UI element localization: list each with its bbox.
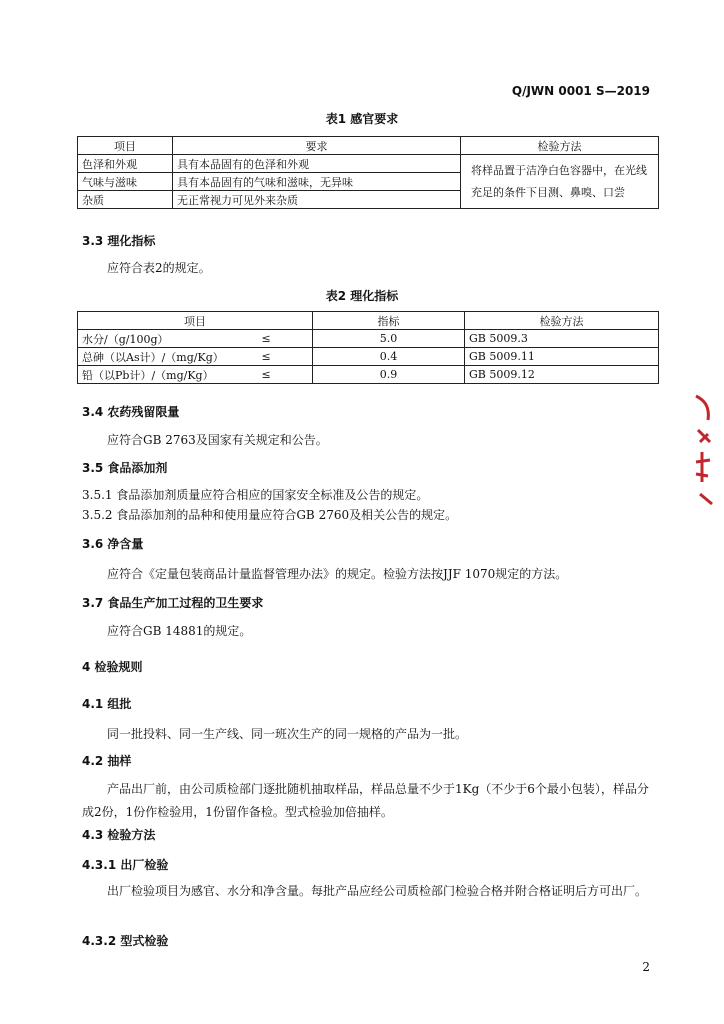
row-item: 色泽和外观: [78, 155, 173, 173]
section-4-1-heading: 4.1 组批: [82, 697, 132, 711]
section-4-3-1-text: 出厂检验项目为感官、水分和净含量。每批产品应经公司质检部门检验合格并附合格证明后方可出厂。: [107, 884, 648, 898]
section-3-5-1: 3.5.1 食品添加剂质量应符合相应的国家安全标准及公告的规定。: [82, 488, 429, 502]
table2-title: 表2 理化指标: [325, 289, 399, 303]
row-method: GB 5009.11: [465, 348, 659, 366]
section-3-5-2: 3.5.2 食品添加剂的品种和使用量应符合GB 2760及相关公告的规定。: [82, 508, 458, 522]
row-item: 总砷（以As计）/（mg/Kg）: [78, 348, 258, 366]
section-3-6-text: 应符合《定量包装商品计量监督管理办法》的规定。检验方法按JJF 1070规定的方法。: [107, 567, 568, 581]
seal-stamp-edge: [690, 390, 714, 510]
section-3-7-heading: 3.7 食品生产加工过程的卫生要求: [82, 596, 264, 610]
sensory-method: 将样品置于洁净白色容器中，在光线充足的条件下目测、鼻嗅、口尝: [461, 155, 659, 209]
table-row: [78, 348, 659, 366]
section-3-7-text: 应符合GB 14881的规定。: [107, 624, 252, 638]
row-requirement: 无正常视力可见外来杂质: [173, 191, 461, 209]
section-4-3-1-heading: 4.3.1 出厂检验: [82, 858, 169, 872]
row-operator: ≤: [258, 348, 313, 366]
section-4-1-text: 同一批投料、同一生产线、同一班次生产的同一规格的产品为一批。: [107, 727, 468, 741]
section-4-3-heading: 4.3 检验方法: [82, 828, 156, 842]
header-item: 项目: [78, 137, 173, 155]
section-3-4-text: 应符合GB 2763及国家有关规定和公告。: [107, 433, 328, 447]
row-operator: ≤: [258, 330, 313, 348]
row-operator: ≤: [258, 366, 313, 384]
header-item: 项目: [78, 312, 313, 330]
row-item: 水分/（g/100g）: [78, 330, 258, 348]
section-3-3-heading: 3.3 理化指标: [82, 234, 156, 248]
row-value: 0.9: [313, 366, 465, 384]
row-value: 0.4: [313, 348, 465, 366]
physicochemical-table: [77, 311, 659, 384]
sensory-requirements-table: [77, 136, 659, 209]
table-row: [78, 330, 659, 348]
table-row: [78, 155, 659, 173]
section-4-2-text: 产品出厂前，由公司质检部门逐批随机抽取样品，样品总量不少于1Kg（不少于6个最小包装），样品分成2份，1份作检验用，1份留作备检。型式检验加倍抽样。: [82, 782, 649, 819]
table-header-row: [78, 312, 659, 330]
section-3-3-text: 应符合表2的规定。: [107, 261, 211, 275]
header-method: 检验方法: [461, 137, 659, 155]
row-item: 铅（以Pb计）/（mg/Kg）: [78, 366, 258, 384]
standard-code: Q/JWN 0001 S—2019: [511, 84, 650, 98]
table-row: [78, 366, 659, 384]
section-4-heading: 4 检验规则: [82, 660, 143, 674]
table1-title: 表1 感官要求: [325, 112, 399, 126]
header-requirement: 要求: [173, 137, 461, 155]
page-number: 2: [642, 960, 650, 974]
row-method: GB 5009.12: [465, 366, 659, 384]
row-requirement: 具有本品固有的色泽和外观: [173, 155, 461, 173]
row-requirement: 具有本品固有的气味和滋味，无异味: [173, 173, 461, 191]
section-4-3-2-heading: 4.3.2 型式检验: [82, 934, 169, 948]
row-value: 5.0: [313, 330, 465, 348]
row-item: 杂质: [78, 191, 173, 209]
section-3-6-heading: 3.6 净含量: [82, 537, 144, 551]
row-method: GB 5009.3: [465, 330, 659, 348]
header-method: 检验方法: [465, 312, 659, 330]
row-item: 气味与滋味: [78, 173, 173, 191]
table-header-row: [78, 137, 659, 155]
section-4-2-heading: 4.2 抽样: [82, 754, 132, 768]
header-limit: 指标: [313, 312, 465, 330]
section-3-4-heading: 3.4 农药残留限量: [82, 405, 180, 419]
section-3-5-heading: 3.5 食品添加剂: [82, 461, 168, 475]
